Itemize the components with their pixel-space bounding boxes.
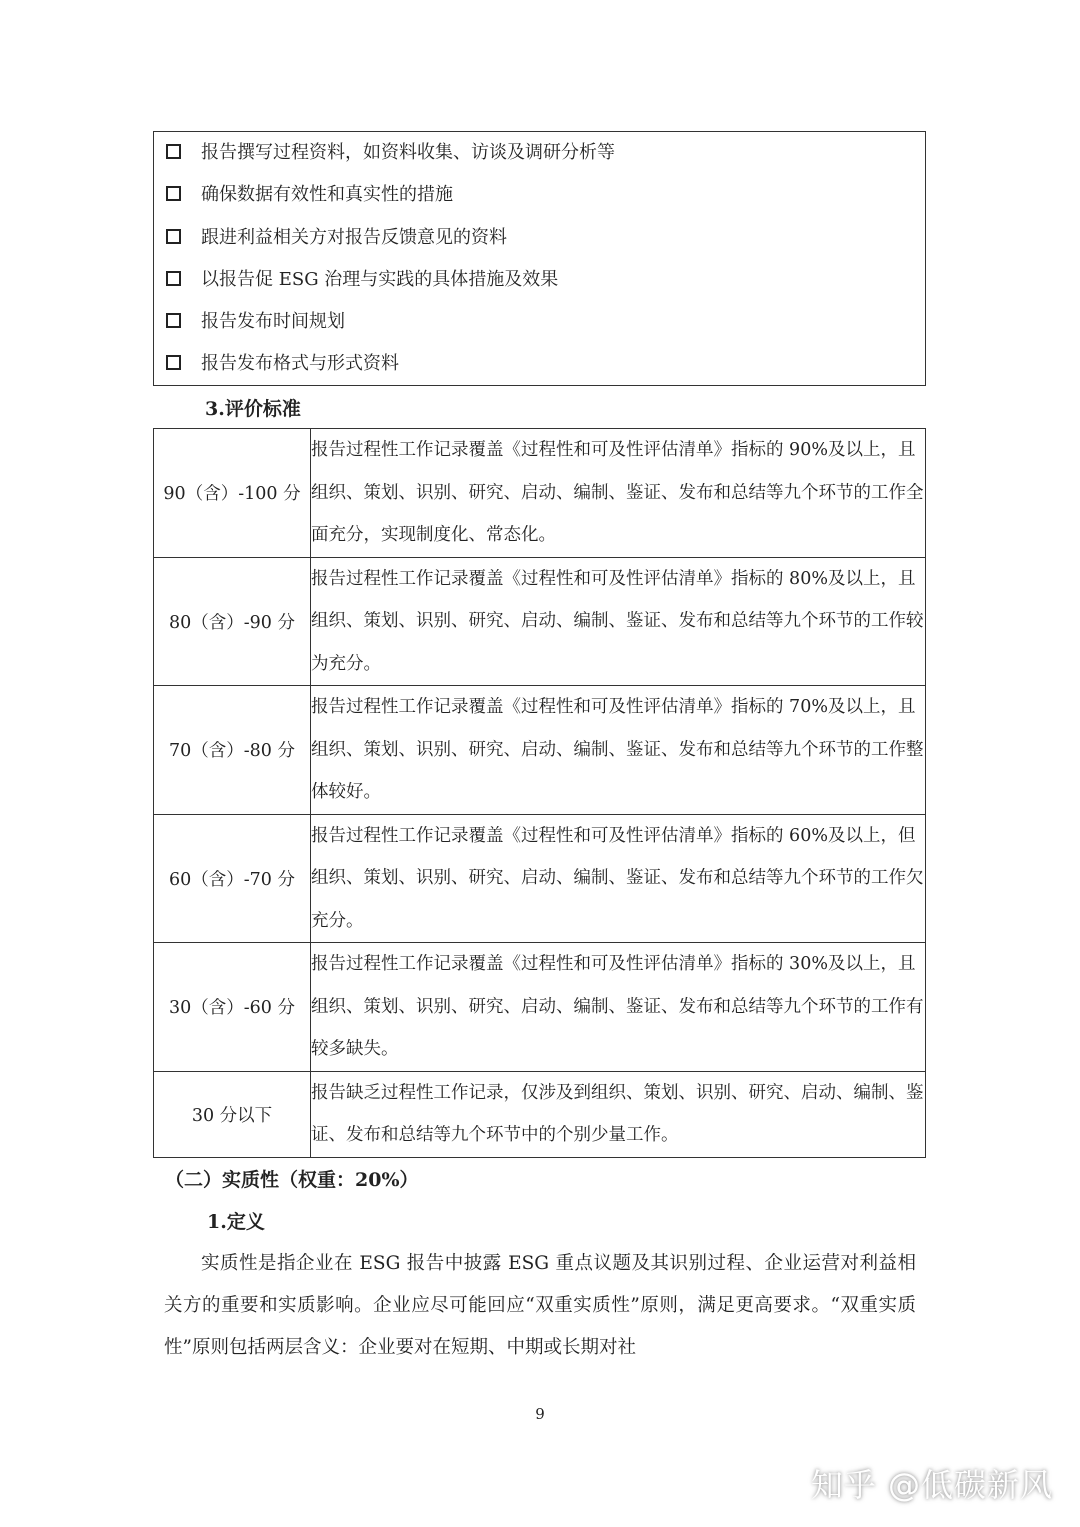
score-range-cell: 30（含）-60 分: [154, 943, 311, 1072]
score-range-cell: 90（含）-100 分: [154, 429, 311, 558]
checklist-item: [166, 268, 558, 292]
criteria-description-cell: 报告过程性工作记录覆盖《过程性和可及性评估清单》指标的 70%及以上，且组织、策划、识别、研究、启动、编制、鉴证、发布和总结等九个环节的工作整体较好。: [311, 686, 926, 815]
checkbox-icon[interactable]: [166, 271, 181, 286]
table-row: [154, 686, 926, 815]
checkbox-icon[interactable]: [166, 229, 181, 244]
criteria-description-cell: 报告过程性工作记录覆盖《过程性和可及性评估清单》指标的 60%及以上，但组织、策划、识别、研究、启动、编制、鉴证、发布和总结等九个环节的工作欠充分。: [311, 814, 926, 943]
page-number: 9: [535, 1405, 545, 1423]
checklist-item: [166, 310, 345, 334]
table-row: [154, 1071, 926, 1157]
table-row: [154, 943, 926, 1072]
materiality-paragraph: 实质性是指企业在 ESG 报告中披露 ESG 重点议题及其识别过程、企业运营对利益相关方的重要和实质影响。企业应尽可能回应“双重实质性”原则，满足更高要求。“双重实质性”原则包括两层含义：企业要对在短期、中期或长期对社: [164, 1253, 916, 1358]
checklist-item-label: 报告发布格式与形式资料: [201, 353, 399, 374]
score-range-cell: 80（含）-90 分: [154, 557, 311, 686]
criteria-description-cell: 报告过程性工作记录覆盖《过程性和可及性评估清单》指标的 30%及以上，且组织、策划、识别、研究、启动、编制、鉴证、发布和总结等九个环节的工作有较多缺失。: [311, 943, 926, 1072]
checklist-item: [166, 141, 615, 165]
criteria-heading: 3.评价标准: [205, 398, 301, 420]
checklist-item: [166, 183, 453, 207]
checkbox-icon[interactable]: [166, 355, 181, 370]
checkbox-icon[interactable]: [166, 186, 181, 201]
definition-heading: 1.定义: [207, 1211, 265, 1233]
score-range-cell: 30 分以下: [154, 1071, 311, 1157]
materiality-heading: （二）实质性（权重：20%）: [165, 1169, 419, 1191]
criteria-description-cell: 报告过程性工作记录覆盖《过程性和可及性评估清单》指标的 90%及以上，且组织、策划、识别、研究、启动、编制、鉴证、发布和总结等九个环节的工作全面充分，实现制度化、常态化。: [311, 429, 926, 558]
checklist-box: [153, 131, 926, 386]
table-row: [154, 814, 926, 943]
checklist-item-label: 以报告促 ESG 治理与实践的具体措施及效果: [201, 269, 559, 290]
table-row: [154, 429, 926, 558]
checkbox-icon[interactable]: [166, 313, 181, 328]
score-range-cell: 70（含）-80 分: [154, 686, 311, 815]
checklist-item-label: 报告发布时间规划: [201, 311, 345, 332]
watermark: 知乎 @低碳新风: [810, 1466, 1053, 1504]
checkbox-icon[interactable]: [166, 144, 181, 159]
checklist-item: [166, 226, 507, 250]
table-row: [154, 557, 926, 686]
score-range-cell: 60（含）-70 分: [154, 814, 311, 943]
checklist-item-label: 确保数据有效性和真实性的措施: [201, 184, 453, 205]
criteria-description-cell: 报告过程性工作记录覆盖《过程性和可及性评估清单》指标的 80%及以上，且组织、策划、识别、研究、启动、编制、鉴证、发布和总结等九个环节的工作较为充分。: [311, 557, 926, 686]
criteria-table: [153, 428, 926, 1158]
criteria-description-cell: 报告缺乏过程性工作记录，仅涉及到组织、策划、识别、研究、启动、编制、鉴证、发布和总结等九个环节中的个别少量工作。: [311, 1071, 926, 1157]
checklist-item: [166, 352, 399, 376]
checklist-item-label: 跟进利益相关方对报告反馈意见的资料: [201, 227, 507, 248]
checklist-item-label: 报告撰写过程资料，如资料收集、访谈及调研分析等: [201, 142, 615, 163]
